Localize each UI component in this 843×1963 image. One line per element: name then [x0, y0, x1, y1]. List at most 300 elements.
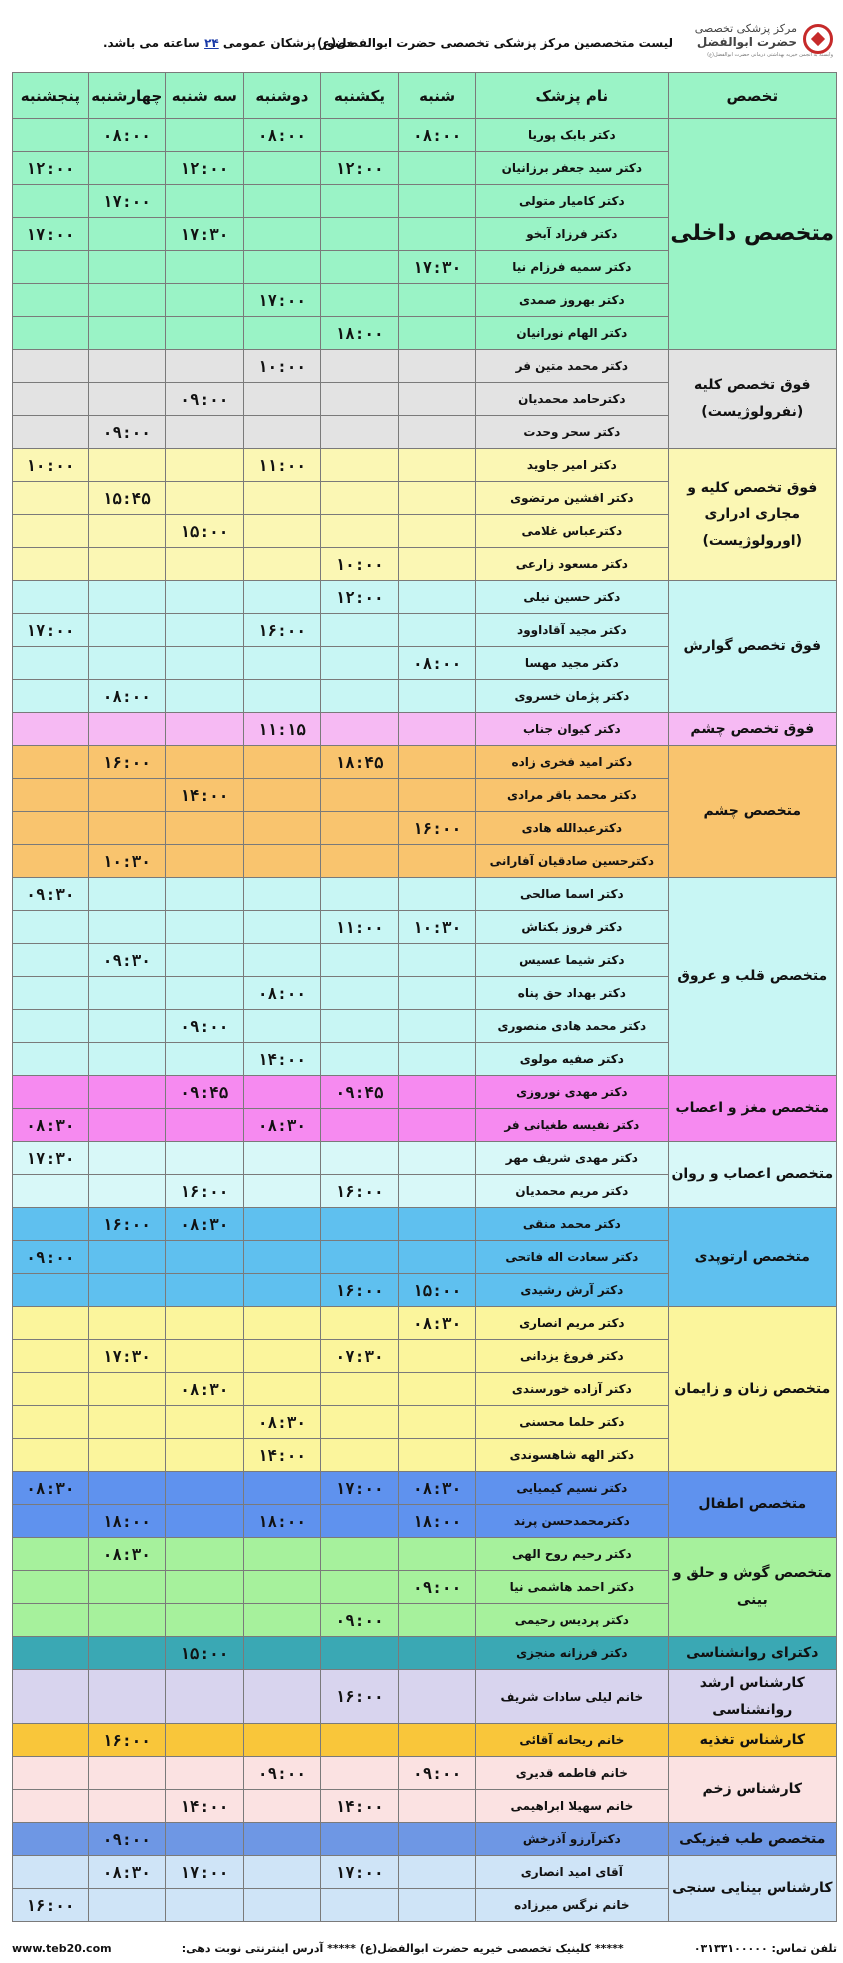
- doctor-name-cell: دکتر حلما محسنی: [476, 1406, 668, 1439]
- time-cell: [399, 1823, 476, 1856]
- time-cell: [320, 284, 398, 317]
- time-cell: ۰۸:۳۰: [399, 1472, 476, 1505]
- time-cell: [165, 1889, 243, 1922]
- doctor-name-cell: خانم لیلی سادات شریف: [476, 1670, 668, 1724]
- specialty-cell: فوق تخصص چشم: [668, 713, 836, 746]
- time-cell: ۱۷:۰۰: [13, 614, 89, 647]
- time-cell: [13, 1043, 89, 1076]
- time-cell: [243, 317, 320, 350]
- time-cell: ۰۸:۳۰: [165, 1373, 243, 1406]
- time-cell: [165, 1505, 243, 1538]
- doctor-name-cell: دکتر فرزاد آبخو: [476, 218, 668, 251]
- time-cell: [13, 1076, 89, 1109]
- time-cell: [399, 1340, 476, 1373]
- time-cell: [165, 977, 243, 1010]
- time-cell: [88, 1142, 165, 1175]
- footer-phone: تلفن تماس: ۰۳۱۳۳۱۰۰۰۰۰: [693, 1941, 837, 1955]
- time-cell: [165, 1043, 243, 1076]
- time-cell: ۱۶:۰۰: [320, 1175, 398, 1208]
- time-cell: ۱۸:۰۰: [88, 1505, 165, 1538]
- doctor-name-cell: دکتر امید فخری زاده: [476, 746, 668, 779]
- time-cell: [320, 1307, 398, 1340]
- time-cell: [88, 1109, 165, 1142]
- time-cell: [320, 1142, 398, 1175]
- doctor-name-cell: دکتر بهداد حق پناه: [476, 977, 668, 1010]
- time-cell: [88, 647, 165, 680]
- time-cell: [88, 449, 165, 482]
- time-cell: ۱۵:۰۰: [165, 515, 243, 548]
- time-cell: [165, 1604, 243, 1637]
- time-cell: ۱۶:۰۰: [88, 1724, 165, 1757]
- time-cell: [165, 1724, 243, 1757]
- time-cell: [88, 1241, 165, 1274]
- time-cell: [399, 680, 476, 713]
- time-cell: ۱۶:۰۰: [88, 746, 165, 779]
- time-cell: [243, 1373, 320, 1406]
- time-cell: [399, 779, 476, 812]
- time-cell: ۰۹:۰۰: [165, 1010, 243, 1043]
- time-cell: ۱۷:۳۰: [399, 251, 476, 284]
- time-cell: [13, 1571, 89, 1604]
- time-cell: ۰۸:۳۰: [88, 1538, 165, 1571]
- time-cell: ۰۸:۳۰: [13, 1109, 89, 1142]
- doctor-name-cell: دکتر فروز بکتاش: [476, 911, 668, 944]
- time-cell: ۱۷:۰۰: [320, 1472, 398, 1505]
- time-cell: [243, 944, 320, 977]
- time-cell: [320, 812, 398, 845]
- time-cell: [13, 977, 89, 1010]
- time-cell: [88, 1889, 165, 1922]
- time-cell: [165, 680, 243, 713]
- logo-line3: وابسته به انجمن خیریه بهداشتی درمانی حضرت ابوالفضل(ع): [707, 52, 833, 58]
- time-cell: [88, 812, 165, 845]
- time-cell: [13, 515, 89, 548]
- time-cell: ۱۲:۰۰: [13, 152, 89, 185]
- time-cell: [165, 1307, 243, 1340]
- time-cell: [320, 713, 398, 746]
- table-row: [13, 1076, 837, 1109]
- time-cell: ۱۷:۰۰: [243, 284, 320, 317]
- doctor-name-cell: دکتر سحر وحدت: [476, 416, 668, 449]
- specialty-cell: متخصص ارتوپدی: [668, 1208, 836, 1307]
- time-cell: [165, 812, 243, 845]
- doctor-name-cell: دکتر محمد متین فر: [476, 350, 668, 383]
- time-cell: [165, 581, 243, 614]
- time-cell: [88, 977, 165, 1010]
- time-cell: [399, 581, 476, 614]
- time-cell: [399, 1406, 476, 1439]
- doctor-name-cell: دکتر آزاده خورسندی: [476, 1373, 668, 1406]
- specialty-cell: فوق تخصص گوارش: [668, 581, 836, 713]
- doctor-name-cell: دکتر شیما عسیس: [476, 944, 668, 977]
- doctor-name-cell: دکتر حسین نیلی: [476, 581, 668, 614]
- specialty-cell: فوق تخصص کلیه و مجاری ادراری (اورولوژیست): [668, 449, 836, 581]
- time-cell: [13, 746, 89, 779]
- time-cell: ۱۰:۰۰: [243, 350, 320, 383]
- time-cell: ۱۴:۰۰: [165, 779, 243, 812]
- time-cell: [13, 581, 89, 614]
- time-cell: [88, 383, 165, 416]
- time-cell: [13, 185, 89, 218]
- time-cell: [88, 1076, 165, 1109]
- time-cell: [320, 1241, 398, 1274]
- time-cell: [13, 1208, 89, 1241]
- logo-line1: مرکز پزشکی تخصصی: [694, 22, 797, 35]
- time-cell: [88, 152, 165, 185]
- time-cell: [13, 1307, 89, 1340]
- table-row: [13, 1637, 837, 1670]
- time-cell: [13, 779, 89, 812]
- time-cell: [165, 1757, 243, 1790]
- doctor-name-cell: دکتر سمیه فرزام نیا: [476, 251, 668, 284]
- time-cell: [13, 1823, 89, 1856]
- time-cell: ۱۲:۰۰: [320, 152, 398, 185]
- time-cell: [243, 185, 320, 218]
- time-cell: ۰۹:۰۰: [88, 1823, 165, 1856]
- time-cell: ۰۹:۰۰: [399, 1757, 476, 1790]
- time-cell: [88, 713, 165, 746]
- specialty-cell: کارشناس تغذیه: [668, 1724, 836, 1757]
- table-header-row: [13, 73, 837, 119]
- time-cell: [320, 1439, 398, 1472]
- time-cell: ۱۲:۰۰: [165, 152, 243, 185]
- clinic-logo: [693, 22, 833, 62]
- time-cell: ۰۸:۳۰: [399, 1307, 476, 1340]
- time-cell: [165, 251, 243, 284]
- time-cell: ۰۷:۳۰: [320, 1340, 398, 1373]
- time-cell: [399, 1373, 476, 1406]
- time-cell: [399, 152, 476, 185]
- time-cell: ۰۹:۰۰: [165, 383, 243, 416]
- time-cell: [243, 383, 320, 416]
- header-sunday: یکشنبه: [320, 73, 398, 119]
- time-cell: [320, 251, 398, 284]
- time-cell: [165, 548, 243, 581]
- header-monday: دوشنبه: [243, 73, 320, 119]
- time-cell: [399, 515, 476, 548]
- time-cell: [399, 449, 476, 482]
- header-specialty: تخصص: [668, 73, 836, 119]
- specialty-cell: کارشناس بینایی سنجی: [668, 1856, 836, 1922]
- time-cell: [88, 317, 165, 350]
- time-cell: [165, 482, 243, 515]
- time-cell: [13, 1790, 89, 1823]
- time-cell: [13, 1505, 89, 1538]
- specialty-cell: دکترای روانشناسی: [668, 1637, 836, 1670]
- table-row: [13, 350, 837, 383]
- time-cell: [320, 944, 398, 977]
- doctor-name-cell: خانم سهیلا ابراهیمی: [476, 1790, 668, 1823]
- time-cell: [13, 713, 89, 746]
- time-cell: [320, 482, 398, 515]
- time-cell: [13, 1637, 89, 1670]
- time-cell: ۱۵:۰۰: [399, 1274, 476, 1307]
- time-cell: [13, 251, 89, 284]
- time-cell: [88, 1790, 165, 1823]
- doctor-name-cell: دکتر فرزانه منجزی: [476, 1637, 668, 1670]
- time-cell: ۱۸:۰۰: [399, 1505, 476, 1538]
- doctor-name-cell: خانم ریحانه آقائی: [476, 1724, 668, 1757]
- time-cell: [320, 878, 398, 911]
- doctor-name-cell: دکتر مهدی شریف مهر: [476, 1142, 668, 1175]
- time-cell: [88, 878, 165, 911]
- time-cell: [243, 1175, 320, 1208]
- time-cell: [243, 251, 320, 284]
- time-cell: ۰۸:۰۰: [88, 119, 165, 152]
- doctor-name-cell: دکتر فروغ یزدانی: [476, 1340, 668, 1373]
- time-cell: [399, 350, 476, 383]
- header-tuesday: سه شنبه: [165, 73, 243, 119]
- time-cell: [88, 218, 165, 251]
- table-row: [13, 878, 837, 911]
- time-cell: [243, 779, 320, 812]
- time-cell: [165, 1274, 243, 1307]
- time-cell: [243, 1142, 320, 1175]
- time-cell: ۱۷:۰۰: [13, 218, 89, 251]
- time-cell: ۰۸:۰۰: [243, 119, 320, 152]
- time-cell: ۰۸:۳۰: [243, 1406, 320, 1439]
- time-cell: [243, 152, 320, 185]
- time-cell: [88, 1604, 165, 1637]
- time-cell: [243, 1823, 320, 1856]
- time-cell: [243, 1790, 320, 1823]
- time-cell: [165, 317, 243, 350]
- time-cell: [320, 977, 398, 1010]
- time-cell: [320, 1010, 398, 1043]
- doctor-name-cell: دکتر بهروز صمدی: [476, 284, 668, 317]
- time-cell: [320, 1571, 398, 1604]
- logo-line2: حضرت ابوالفضل: [696, 35, 797, 49]
- time-cell: [320, 1823, 398, 1856]
- time-cell: [320, 845, 398, 878]
- time-cell: [399, 1724, 476, 1757]
- time-cell: [399, 1889, 476, 1922]
- table-row: [13, 581, 837, 614]
- doctor-name-cell: دکتر مجید آقاداوود: [476, 614, 668, 647]
- time-cell: ۱۸:۰۰: [320, 317, 398, 350]
- time-cell: [320, 515, 398, 548]
- time-cell: [88, 779, 165, 812]
- time-cell: [399, 1076, 476, 1109]
- header-saturday: شنبه: [399, 73, 476, 119]
- time-cell: ۱۷:۰۰: [165, 1856, 243, 1889]
- doctor-name-cell: دکتر کامیار متولی: [476, 185, 668, 218]
- time-cell: [399, 1538, 476, 1571]
- time-cell: [243, 515, 320, 548]
- doctor-name-cell: دکترعباس غلامی: [476, 515, 668, 548]
- time-cell: ۱۶:۰۰: [88, 1208, 165, 1241]
- doctor-name-cell: دکتر بابک پوریا: [476, 119, 668, 152]
- table-row: [13, 1307, 837, 1340]
- time-cell: [88, 1472, 165, 1505]
- time-cell: ۱۰:۰۰: [320, 548, 398, 581]
- time-cell: [399, 218, 476, 251]
- time-cell: [243, 647, 320, 680]
- time-cell: [399, 977, 476, 1010]
- time-cell: [165, 878, 243, 911]
- table-row: [13, 1142, 837, 1175]
- time-cell: [88, 284, 165, 317]
- doctor-name-cell: دکتر الهام نورانیان: [476, 317, 668, 350]
- time-cell: [320, 1043, 398, 1076]
- time-cell: [320, 1757, 398, 1790]
- time-cell: ۰۸:۰۰: [243, 977, 320, 1010]
- time-cell: [399, 1637, 476, 1670]
- time-cell: ۰۸:۳۰: [13, 1472, 89, 1505]
- time-cell: [165, 1823, 243, 1856]
- time-cell: [320, 680, 398, 713]
- time-cell: [320, 218, 398, 251]
- time-cell: ۰۸:۳۰: [88, 1856, 165, 1889]
- time-cell: [88, 350, 165, 383]
- time-cell: [243, 845, 320, 878]
- time-cell: [399, 878, 476, 911]
- time-cell: [88, 251, 165, 284]
- doctor-name-cell: دکتر پردیس رحیمی: [476, 1604, 668, 1637]
- time-cell: [165, 1439, 243, 1472]
- page-footer: [12, 1937, 837, 1959]
- time-cell: [320, 1724, 398, 1757]
- doctor-name-cell: دکترعبدالله هادی: [476, 812, 668, 845]
- time-cell: ۱۴:۰۰: [165, 1790, 243, 1823]
- table-row: [13, 713, 837, 746]
- page-header: [0, 0, 843, 70]
- doctor-name-cell: دکتر محمد هادی منصوری: [476, 1010, 668, 1043]
- time-cell: [399, 713, 476, 746]
- table-row: [13, 1856, 837, 1889]
- specialty-cell: کارشناس زخم: [668, 1757, 836, 1823]
- specialty-cell: متخصص داخلی: [668, 119, 836, 350]
- time-cell: [399, 1439, 476, 1472]
- time-cell: ۱۲:۰۰: [320, 581, 398, 614]
- time-cell: ۱۷:۳۰: [88, 1340, 165, 1373]
- time-cell: [243, 416, 320, 449]
- footer-website: www.teb20.com: [12, 1941, 112, 1955]
- time-cell: [243, 746, 320, 779]
- time-cell: [13, 647, 89, 680]
- doctor-name-cell: دکتر کیوان جناب: [476, 713, 668, 746]
- doctor-name-cell: دکتر مجید مهسا: [476, 647, 668, 680]
- time-cell: [88, 1175, 165, 1208]
- time-cell: [399, 185, 476, 218]
- time-cell: [243, 1604, 320, 1637]
- time-cell: [165, 1472, 243, 1505]
- time-cell: ۱۴:۰۰: [320, 1790, 398, 1823]
- time-cell: [13, 1340, 89, 1373]
- time-cell: ۰۹:۰۰: [320, 1604, 398, 1637]
- time-cell: [165, 1340, 243, 1373]
- time-cell: [13, 1724, 89, 1757]
- time-cell: ۱۷:۰۰: [320, 1856, 398, 1889]
- time-cell: ۱۶:۰۰: [13, 1889, 89, 1922]
- time-cell: ۰۸:۳۰: [165, 1208, 243, 1241]
- time-cell: ۱۰:۳۰: [88, 845, 165, 878]
- note-hours: ۲۴: [204, 36, 219, 50]
- time-cell: [165, 119, 243, 152]
- time-cell: [320, 1109, 398, 1142]
- time-cell: ۰۹:۰۰: [13, 1241, 89, 1274]
- time-cell: [88, 1373, 165, 1406]
- note-post: ساعته می باشد.: [102, 36, 200, 50]
- time-cell: [13, 944, 89, 977]
- time-cell: [165, 1571, 243, 1604]
- time-cell: [88, 614, 165, 647]
- time-cell: ۰۹:۰۰: [399, 1571, 476, 1604]
- table-row: [13, 1823, 837, 1856]
- time-cell: [320, 779, 398, 812]
- time-cell: ۰۹:۴۵: [320, 1076, 398, 1109]
- time-cell: ۱۱:۰۰: [320, 911, 398, 944]
- note-pre: حضور پزشکان عمومی: [222, 36, 355, 50]
- time-cell: ۰۹:۰۰: [88, 416, 165, 449]
- time-cell: [399, 845, 476, 878]
- doctor-name-cell: دکتر مسعود زارعی: [476, 548, 668, 581]
- time-cell: [399, 1010, 476, 1043]
- time-cell: [165, 1538, 243, 1571]
- time-cell: [13, 845, 89, 878]
- time-cell: [13, 1439, 89, 1472]
- time-cell: [243, 1670, 320, 1724]
- time-cell: [320, 647, 398, 680]
- time-cell: ۱۴:۰۰: [243, 1439, 320, 1472]
- specialty-cell: متخصص زنان و زایمان: [668, 1307, 836, 1472]
- specialty-cell: متخصص طب فیزیکی: [668, 1823, 836, 1856]
- doctor-name-cell: دکتر محمد منقی: [476, 1208, 668, 1241]
- doctor-name-cell: دکتر احمد هاشمی نیا: [476, 1571, 668, 1604]
- time-cell: [243, 1307, 320, 1340]
- time-cell: [243, 482, 320, 515]
- time-cell: [13, 1406, 89, 1439]
- time-cell: ۰۸:۰۰: [399, 647, 476, 680]
- time-cell: [13, 416, 89, 449]
- time-cell: [165, 449, 243, 482]
- time-cell: [399, 1604, 476, 1637]
- time-cell: [399, 1109, 476, 1142]
- time-cell: [13, 350, 89, 383]
- doctor-name-cell: دکتر نسیم کیمیایی: [476, 1472, 668, 1505]
- time-cell: ۱۰:۰۰: [13, 449, 89, 482]
- time-cell: [243, 680, 320, 713]
- time-cell: ۰۸:۰۰: [88, 680, 165, 713]
- time-cell: [165, 1406, 243, 1439]
- time-cell: [399, 284, 476, 317]
- time-cell: [320, 1505, 398, 1538]
- time-cell: [13, 911, 89, 944]
- time-cell: [399, 383, 476, 416]
- table-row: [13, 1670, 837, 1724]
- doctor-name-cell: خانم نرگس میرزاده: [476, 1889, 668, 1922]
- time-cell: [13, 1274, 89, 1307]
- time-cell: [13, 317, 89, 350]
- time-cell: [13, 812, 89, 845]
- time-cell: ۰۹:۳۰: [88, 944, 165, 977]
- time-cell: [243, 1340, 320, 1373]
- time-cell: ۱۸:۴۵: [320, 746, 398, 779]
- time-cell: [243, 1856, 320, 1889]
- time-cell: [13, 1010, 89, 1043]
- time-cell: [165, 416, 243, 449]
- time-cell: [243, 548, 320, 581]
- doctor-name-cell: دکتر الهه شاهسوندی: [476, 1439, 668, 1472]
- time-cell: [88, 1406, 165, 1439]
- time-cell: [13, 284, 89, 317]
- time-cell: [243, 911, 320, 944]
- time-cell: [13, 482, 89, 515]
- time-cell: [243, 218, 320, 251]
- doctor-name-cell: دکتر صفیه مولوی: [476, 1043, 668, 1076]
- time-cell: [13, 1604, 89, 1637]
- time-cell: ۱۱:۰۰: [243, 449, 320, 482]
